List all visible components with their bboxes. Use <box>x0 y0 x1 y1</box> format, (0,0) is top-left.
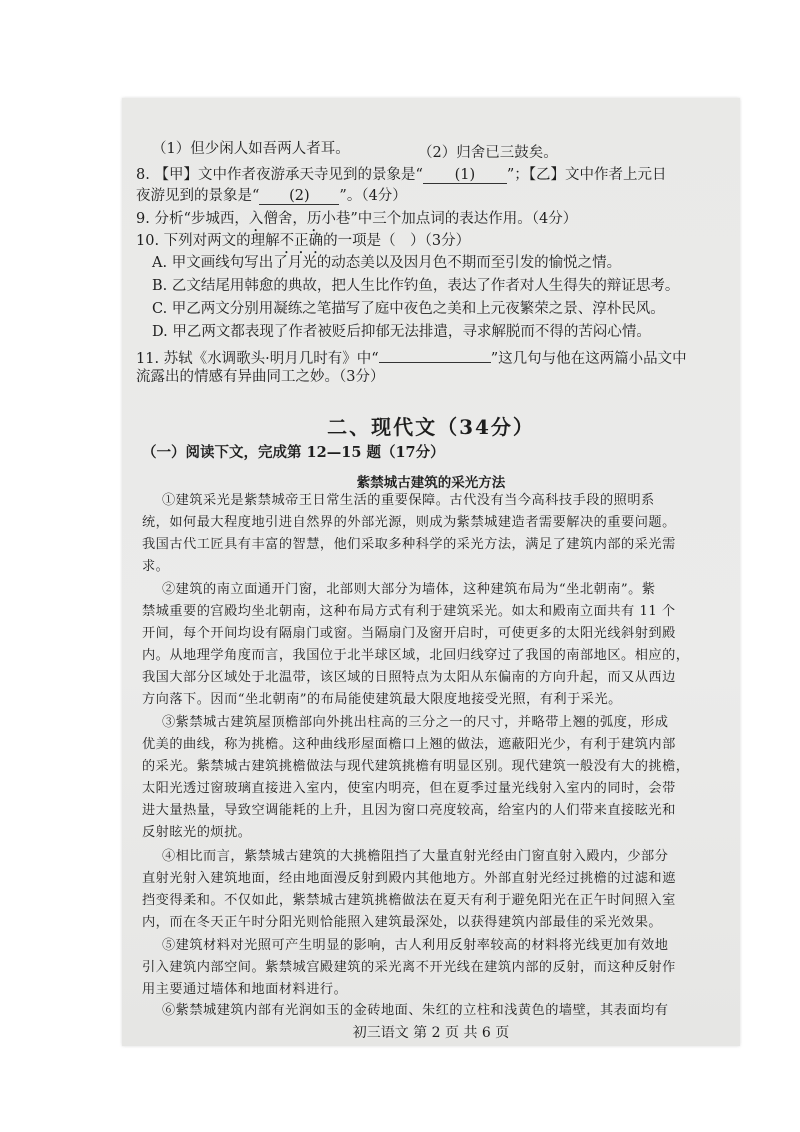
q7-line-right <box>418 144 558 162</box>
option-d[interactable]: D. 甲乙两文都表现了作者被贬后抑郁无法排遣，寻求解脱而不得的苦闷心情。 <box>152 324 651 340</box>
paragraph-line: ①建筑采光是紫禁城帝王日常生活的重要保障。古代没有当今高科技手段的照明系 <box>162 493 655 508</box>
q7-line <box>152 140 350 158</box>
paragraph-line: 直射光射入建筑地面，经由地面漫反射到殿内其他地方。外部直射光经过挑檐的过滤和遮 <box>142 871 676 886</box>
question-8: 8. 【甲】文中作者夜游承天寺见到的景象是“ (1) ”；【乙】文中作者上元日 <box>136 167 667 183</box>
paragraph-line: 挡变得柔和。不仅如此，紫禁城古建筑挑檐做法在夏天有利于避免阳光在正午时间照入室 <box>142 893 676 908</box>
paragraph-line: 反射眩光的烦扰。 <box>142 825 252 840</box>
paragraph-line: 统，如何最大程度地引进自然界的外部光源，则成为紫禁城建造者需要解决的重要问题。 <box>142 515 676 530</box>
paragraph-line: ③紫禁城古建筑屋顶檐部向外挑出柱高的三分之一的尺寸，并略带上翘的弧度，形成 <box>162 715 669 730</box>
emphasized-word-li: 历 <box>306 211 322 227</box>
paragraph-line: 开间，每个开间均设有隔扇门或窗。当隔扇门及窗开启时，可使更多的太阳光线斜射到殿 <box>142 626 676 641</box>
section-title: 二、现代文（34分） <box>327 415 535 439</box>
paragraph-line: 的采光。紫禁城古建筑挑檐做法与现代建筑挑檐有明显区别。现代建筑一般没有大的挑檐， <box>142 759 690 774</box>
paragraph-line: 内。从地理学角度而言，我国位于北半球区域，北回归线穿过了我国的南部地区。相应的， <box>142 648 690 663</box>
question-11-cont: 流露出的情感有异曲同工之妙。（3分） <box>136 369 385 385</box>
paragraph-line: ⑥紫禁城建筑内部有光润如玉的金砖地面、朱红的立柱和浅黄色的墙壁，其表面均有 <box>162 1003 669 1018</box>
paragraph-line: 内，而在冬天正午时分阳光则恰能照入建筑最深处，以获得建筑内部最佳的采光效果。 <box>142 915 663 930</box>
paragraph-line: ⑤建筑材料对光照可产生明显的影响，古人利用反射率较高的材料将光线更加有效地 <box>162 938 669 953</box>
page-footer: 初三语文 第 2 页 共 6 页 <box>352 1025 510 1041</box>
answer-blank-1[interactable]: (1) <box>423 167 507 184</box>
paragraph-line: ②建筑的南立面通开门窗，北部则大部分为墙体，这种建筑布局为“坐北朝南”。紫 <box>162 582 656 597</box>
option-b[interactable]: B. 乙文结尾用韩愈的典故，把人生比作钓鱼，表达了作者对人生得失的辩证思考。 <box>152 278 680 294</box>
question-11: 11. 苏轼《水调歌头·明月几时有》中“ ”这几句与他在这两篇小品文中 <box>136 346 687 368</box>
paragraph-line: 求。 <box>142 559 170 574</box>
question-10: 10. 下列对两文的理解不正确的一项是（ ）（3分） <box>136 233 471 249</box>
paragraph-line: 方向落下。因而“坐北朝南”的布局能使建筑最大限度地接受光照，有利于采光。 <box>142 692 622 707</box>
answer-blank-2[interactable]: (2) <box>259 188 339 205</box>
emphasized-not-correct: 不正确 <box>279 233 324 249</box>
article-title: 紫禁城古建筑的采光方法 <box>356 475 506 491</box>
paragraph-line: 太阳光透过窗玻璃直接进入室内，使室内明亮，但在夏季过量光线射入室内的同时，会带 <box>142 781 676 796</box>
paragraph-line: 我国大部分区域处于北温带，该区域的日照特点为太阳从东偏南的方向升起，而又从西边 <box>142 670 676 685</box>
q7-answer-1: （1）但少闲人如吾两人者耳。 <box>152 141 350 157</box>
paragraph-line: 进大量热量，导致空调能耗的上升，且因为窗口亮度较高，给室内的人们带来直接眩光和 <box>142 803 676 818</box>
paragraph-line: 禁城重要的宫殿均坐北朝南，这种布局方式有利于建筑采光。如太和殿南立面共有 11 个 <box>142 604 676 619</box>
paragraph-line: ④相比而言，紫禁城古建筑的大挑檐阻挡了大量直射光经由门窗直射入殿内，少部分 <box>162 849 669 864</box>
answer-blank-11[interactable] <box>379 346 491 363</box>
option-a[interactable]: A. 甲文画线句写出了月光的动态美以及因月色不期而至引发的愉悦之情。 <box>152 255 622 271</box>
q7-answer-2: （2）归舍已三鼓矣。 <box>418 145 558 161</box>
exam-paper <box>122 98 740 1046</box>
reading-subhead: （一）阅读下文，完成第 12—15 题（17分） <box>142 444 445 461</box>
paragraph-line: 优美的曲线，称为挑檐。这种曲线形屋面檐口上翘的做法，遮蔽阳光少，有利于建筑内部 <box>142 737 676 752</box>
paragraph-line: 引入建筑内部空间。紫禁城宫殿建筑的采光离不开光线在建筑内部的反射，而这种反射作 <box>142 960 676 975</box>
paragraph-line: 我国古代工匠具有丰富的智慧，他们采取多种科学的采光方法，满足了建筑内部的采光需 <box>142 537 676 552</box>
paragraph-line: 用主要通过墙体和地面材料进行。 <box>142 982 348 997</box>
emphasized-word-ru: 入 <box>248 211 264 227</box>
question-9: 9. 分析“步城西，入僧舍，历小巷”中三个加点词的表达作用。（4分） <box>136 211 578 227</box>
question-8-cont: 夜游见到的景象是“ (2) ”。（4分） <box>136 188 407 204</box>
option-c[interactable]: C. 甲乙两文分别用凝练之笔描写了庭中夜色之美和上元夜繁荣之景、淳朴民风。 <box>152 301 665 317</box>
